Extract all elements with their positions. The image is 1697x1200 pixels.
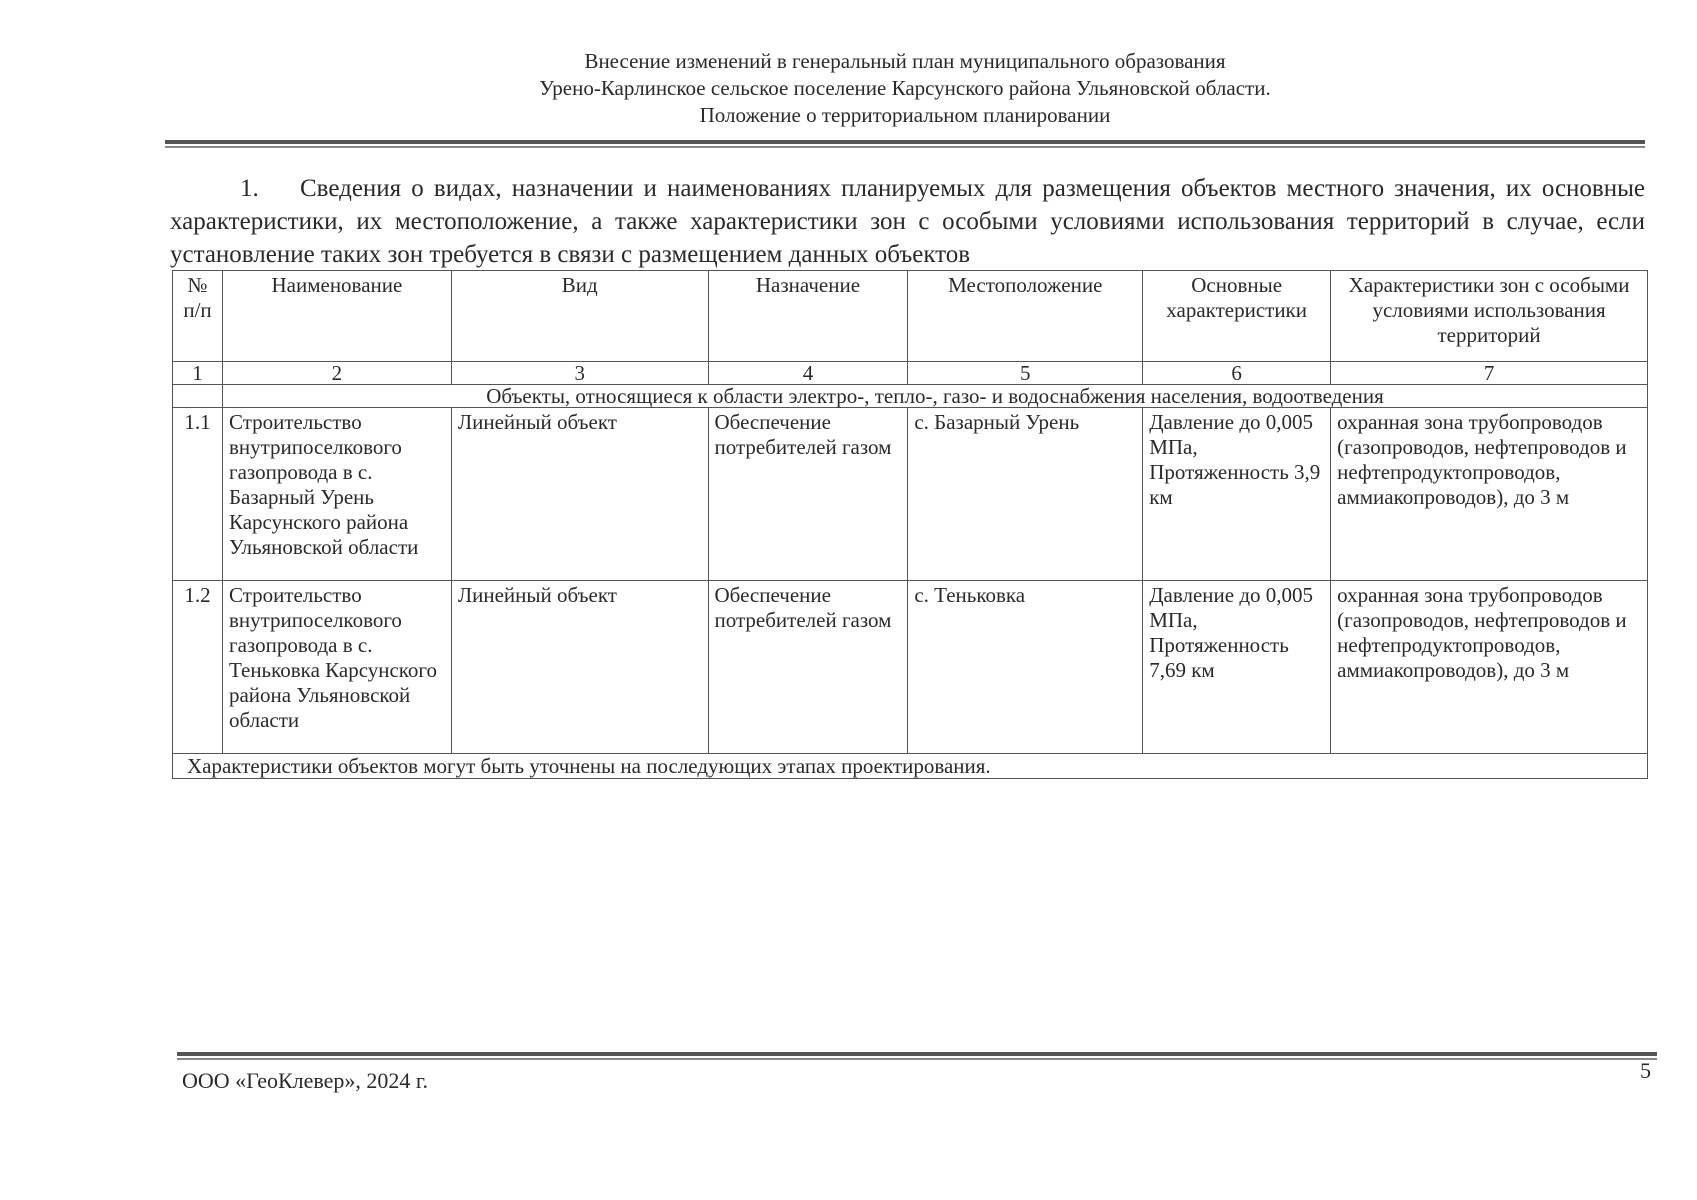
header-line-2: Урено-Карлинское сельское поселение Карсунского района Ульяновской области. [539, 76, 1271, 100]
row-number: 1.2 [173, 581, 223, 754]
column-number: 4 [708, 362, 908, 385]
object-name: Строительство внутрипоселкового газопровода в с. Базарный Урень Карсунского района Ульяновской области [222, 408, 451, 581]
header-cell-name: Наименование [222, 271, 451, 362]
header-cell-characteristics: Основные характеристики [1143, 271, 1331, 362]
header-cell-location: Местоположение [908, 271, 1143, 362]
header-line-1: Внесение изменений в генеральный план муниципального образования [584, 49, 1226, 73]
column-number: 5 [908, 362, 1143, 385]
section-number: 1. [240, 175, 259, 202]
column-number: 2 [222, 362, 451, 385]
object-zones: охранная зона трубопроводов (газопроводов, нефтепроводов и нефтепродуктопроводов, аммиакопроводов), до 3 м [1331, 581, 1648, 754]
object-type: Линейный объект [451, 408, 708, 581]
column-number: 3 [451, 362, 708, 385]
group-title-row [173, 385, 1648, 408]
header-line-3: Положение о территориальном планировании [699, 103, 1111, 127]
header-cell-zones: Характеристики зон с особыми условиями использования территорий [1331, 271, 1648, 362]
column-number: 7 [1331, 362, 1648, 385]
header-cell-type: Вид [451, 271, 708, 362]
object-purpose: Обеспечение потребителей газом [708, 581, 908, 754]
document-header [165, 48, 1645, 129]
footer-divider [177, 1052, 1657, 1060]
footer-company: ООО «ГеоКлевер», 2024 г. [182, 1068, 428, 1093]
column-numbers-row [173, 362, 1648, 385]
table-row [173, 581, 1648, 754]
object-zones: охранная зона трубопроводов (газопроводов, нефтепроводов и нефтепродуктопроводов, аммиакопроводов), до 3 м [1331, 408, 1648, 581]
note-row [173, 754, 1648, 779]
table-note: Характеристики объектов могут быть уточнены на последующих этапах проектирования. [173, 754, 1648, 779]
object-characteristics: Давление до 0,005 МПа, Протяженность 7,69 км [1143, 581, 1331, 754]
header-cell-number: № п/п [173, 271, 223, 362]
column-number: 6 [1143, 362, 1331, 385]
header-cell-purpose: Назначение [708, 271, 908, 362]
table-header-row [173, 271, 1648, 362]
column-number: 1 [173, 362, 223, 385]
object-name: Строительство внутрипоселкового газопровода в с. Теньковка Карсунского района Ульяновской области [222, 581, 451, 754]
objects-table [172, 270, 1648, 779]
table-row [173, 408, 1648, 581]
object-type: Линейный объект [451, 581, 708, 754]
section-text: Сведения о видах, назначении и наименованиях планируемых для размещения объектов местного значения, их основные характеристики, их местоположение, а также характеристики зон с особыми условиями использования территорий в случае, если установление таких зон требуется в связи с размещением данных объектов [170, 175, 1645, 268]
row-number: 1.1 [173, 408, 223, 581]
object-characteristics: Давление до 0,005 МПа, Протяженность 3,9 км [1143, 408, 1331, 581]
group-title-empty-cell [173, 385, 223, 408]
header-divider [165, 140, 1645, 148]
section-heading [170, 172, 1645, 271]
object-purpose: Обеспечение потребителей газом [708, 408, 908, 581]
page-number: 5 [1640, 1058, 1651, 1083]
object-location: с. Теньковка [908, 581, 1143, 754]
group-title: Объекты, относящиеся к области электро-, тепло-, газо- и водоснабжения населения, водоотведения [222, 385, 1647, 408]
object-location: с. Базарный Урень [908, 408, 1143, 581]
